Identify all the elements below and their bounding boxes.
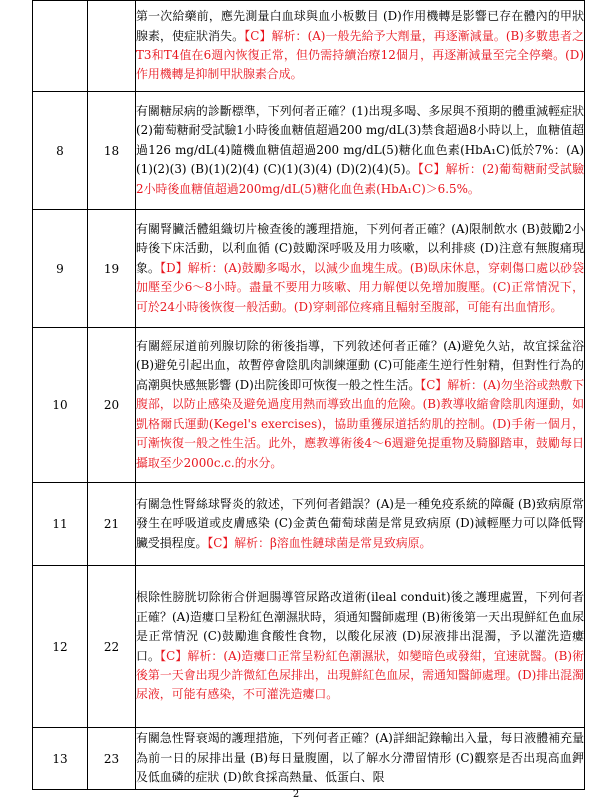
row-index: 9 — [33, 210, 88, 328]
question-cell — [136, 728, 585, 790]
answer-explanation: 【C】解析：(A)一般先給予大劑量，再逐漸減量。(B)多數患者之T3和T4值在6週內恢復正常，但仍需持續治療12個月，再逐漸減量至完全停藥。(D)作用機轉是抑制甲狀腺素合成。 — [136, 28, 584, 82]
question-number: 18 — [88, 92, 136, 210]
question-number: 23 — [88, 728, 136, 790]
answer-explanation: 【C】解析：β溶血性鏈球菌是常見致病原。 — [207, 535, 432, 550]
question-number — [88, 1, 136, 92]
question-cell — [136, 566, 585, 728]
question-table — [32, 0, 585, 790]
question-text: 第一次給藥前，應先測量白血球與血小板數目 (D)作用機轉是影響已存在體內的甲狀腺素，使症狀消失。 — [136, 9, 584, 43]
answer-explanation: 【C】解析：(A)造瘻口正常呈粉紅色潮濕狀，如變暗色或發紺，宜速就醫。(B)術後第一天會出現少許微紅色尿排出，出現鮮紅色血尿，需通知醫師處理。(D)排出混濁尿液，可能有感染，不可灌洗造瘻口。 — [136, 648, 584, 702]
row-index: 12 — [33, 566, 88, 728]
answer-explanation: 【C】解析：(A)勿坐浴或熱敷下腹部，以防止感染及避免過度用熱而導致出血的危險。(B)教導收縮會陰肌肉運動，如凱格爾氏運動(Kegel's exercises)，協助重獲尿道括約肌的控制。(D)手術一個月，可漸恢復一般之性生活。此外，應教導術後4～6週避免提重物及騎腳踏車，鼓勵每日攝取至少2000c.c.的水分。 — [136, 377, 585, 470]
table-row — [33, 328, 585, 483]
question-cell — [136, 210, 585, 328]
answer-explanation: 【C】解析：(2)葡萄糖耐受試驗2小時後血糖值超過200mg/dL(5)糖化血色素(HbA₁C)＞6.5%。 — [136, 162, 584, 196]
question-cell — [136, 328, 585, 483]
question-number: 21 — [88, 483, 136, 566]
table-row — [33, 483, 585, 566]
table-row — [33, 92, 585, 210]
table-row — [33, 728, 585, 790]
answer-explanation: 【D】解析：(A)鼓勵多喝水，以減少血塊生成。(B)臥床休息，穿刺傷口處以砂袋加壓至少6～8小時。盡量不要用力咳嗽、用力解便以免增加腹壓。(C)正常情況下，可於24小時後恢復一般活動。(D)穿刺部位疼痛且輻射至腹部，可能有出血情形。 — [136, 260, 584, 314]
question-text: 有關急性腎衰竭的護理措施，下列何者正確？(A)詳細記錄輸出入量，每日液體補充量為前一日的尿排出量 (B)每日量腹圍，以了解水分滯留情形 (C)觀察是否出現高血鉀及低血磷的症狀 (D)飲食採高熱量、低蛋白、限 — [136, 731, 584, 785]
question-cell — [136, 483, 585, 566]
row-index: 8 — [33, 92, 88, 210]
table-row — [33, 1, 585, 92]
table-row — [33, 566, 585, 728]
question-number: 20 — [88, 328, 136, 483]
row-index: 13 — [33, 728, 88, 790]
page-number: 2 — [292, 789, 300, 800]
table-row — [33, 210, 585, 328]
question-text: 有關經尿道前列腺切除的術後指導，下列敘述何者正確？(A)避免久站，故宜採盆浴 (B)避免引起出血，故暫停會陰肌肉訓練運動 (C)可能產生逆行性射精，但對性行為的高潮與快感無影響 (D)出院後即可恢復一般之性生活。 — [136, 339, 584, 392]
question-number: 22 — [88, 566, 136, 728]
row-index: 10 — [33, 328, 88, 483]
row-index — [33, 1, 88, 92]
question-number: 19 — [88, 210, 136, 328]
question-text: 有關腎臟活體組織切片檢查後的護理措施，下列何者正確？(A)限制飲水 (B)鼓勵2小時後下床活動，以利血循 (C)鼓勵深呼吸及用力咳嗽，以利排痰 (D)注意有無腹痛現象。 — [136, 221, 584, 275]
question-text: 有關糖尿病的診斷標準，下列何者正確？(1)出現多喝、多尿與不預期的體重減輕症狀(2)葡萄糖耐受試驗1小時後血糖值超過200 mg/dL(3)禁食超過8小時以上，血糖值超過126 mg/dL(4)隨機血糖值超過200 mg/dL(5)糖化血色素(HbA₁C)低於7%：(A)(1)(2)(3) (B)(1)(2)(4) (C)(1)(3)(4) (D)(2)(4)(5)。 — [136, 103, 584, 177]
row-index: 11 — [33, 483, 88, 566]
question-text: 有關急性腎絲球腎炎的敘述，下列何者錯誤？(A)是一種免疫系統的障礙 (B)致病原常發生在呼吸道或皮膚感染 (C)金黃色葡萄球菌是常見致病原 (D)減輕壓力可以降低腎臟受損程度。 — [136, 496, 584, 550]
question-text: 根除性膀胱切除術合併迴腸導管尿路改道術(ileal conduit)後之護理處置，下列何者正確？(A)造瘻口呈粉紅色潮濕狀時，須通知醫師處理 (B)術後第一天出現鮮紅色血尿是正常情況 (C)鼓勵進食酸性食物，以酸化尿液 (D)尿液排出混濁，予以灌洗造瘻口。 — [136, 590, 584, 663]
question-cell — [136, 1, 585, 92]
question-cell — [136, 92, 585, 210]
